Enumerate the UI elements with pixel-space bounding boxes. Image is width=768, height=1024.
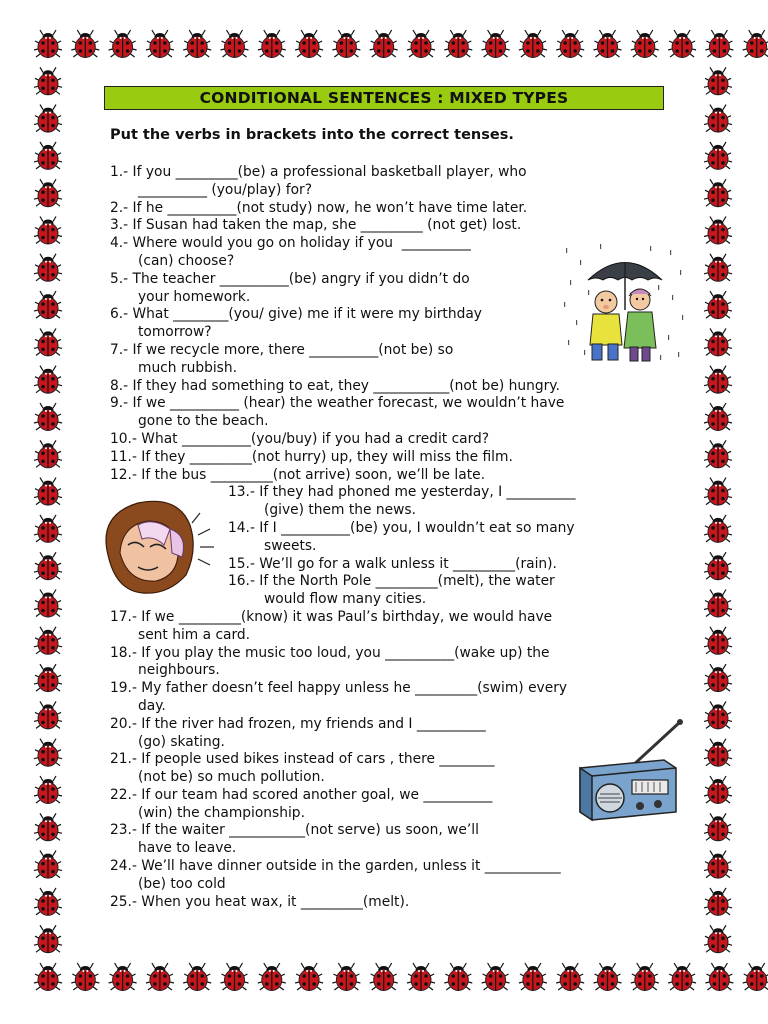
headache-woman-illustration [98,495,218,603]
exercise-continuation: (give) them the news. [264,502,416,519]
ladybug-icon [704,701,732,729]
instruction-text: Put the verbs in brackets into the correct tenses. [110,127,514,143]
ladybug-icon [704,440,732,468]
exercise-continuation: neighbours. [138,662,220,679]
exercise-line: 10.- What __________(you/buy) if you had a credit card? [110,430,490,447]
ladybug-icon [34,366,62,394]
exercise-line: 17.- If we _________(know) it was Paul’s birthday, we would have [110,608,553,625]
ladybug-icon [34,701,62,729]
ladybug-icon [704,403,732,431]
ladybug-icon [704,552,732,580]
ladybug-icon [34,105,62,133]
exercise-line: 13.- If they had phoned me yesterday, I __________ [228,484,576,501]
ladybug-icon [34,30,62,58]
exercise-item [110,467,670,485]
exercise-line: 7.- If we recycle more, there __________(not be) so [110,341,454,358]
exercise-continuation: (be) too cold [138,875,226,892]
ladybug-icon [668,963,696,991]
exercise-item [110,609,670,645]
ladybug-icon [704,813,732,841]
ladybug-icon [704,67,732,95]
ladybug-icon [482,963,510,991]
ladybug-icon [34,179,62,207]
ladybug-icon [743,963,768,991]
worksheet-title: CONDITIONAL SENTENCES : MIXED TYPES [104,86,664,110]
exercise-continuation: much rubbish. [138,359,237,376]
ladybug-icon [704,366,732,394]
exercise-item [110,431,670,449]
ladybug-icon [34,776,62,804]
ladybug-icon [704,664,732,692]
ladybug-icon [71,30,99,58]
ladybug-icon [34,291,62,319]
ladybug-icon [34,67,62,95]
ladybug-icon [109,963,137,991]
ladybug-icon [704,328,732,356]
ladybug-icon [668,30,696,58]
ladybug-icon [34,515,62,543]
exercise-continuation: __________ (you/play) for? [138,181,313,198]
ladybug-icon [370,963,398,991]
ladybug-icon [704,888,732,916]
ladybug-icon [743,30,768,58]
ladybug-icon [704,776,732,804]
exercise-item [110,858,670,894]
ladybug-icon [146,30,174,58]
exercise-item [110,164,670,200]
exercise-line: 15.- We’ll go for a walk unless it _________(rain). [228,555,557,572]
ladybug-icon [704,179,732,207]
ladybug-icon [258,963,286,991]
exercise-item [110,395,670,431]
exercise-line: 14.- If I __________(be) you, I wouldn’t eat so many [228,519,575,536]
exercise-line: 9.- If we __________ (hear) the weather forecast, we wouldn’t have [110,395,565,412]
ladybug-icon [705,963,733,991]
ladybug-icon [704,217,732,245]
ladybug-icon [407,30,435,58]
ladybug-icon [34,664,62,692]
ladybug-icon [183,963,211,991]
ladybug-icon [34,888,62,916]
exercise-line: 23.- If the waiter ___________(not serve) us soon, we’ll [110,822,479,839]
ladybug-icon [295,963,323,991]
exercise-line: 4.- Where would you go on holiday if you __________ [110,235,471,252]
ladybug-icon [519,30,547,58]
ladybug-icon [594,30,622,58]
ladybug-icon [332,963,360,991]
ladybug-icon [34,217,62,245]
ladybug-icon [146,963,174,991]
exercise-item [110,680,670,716]
exercise-line: 3.- If Susan had taken the map, she _________ (not get) lost. [110,217,522,234]
ladybug-icon [631,963,659,991]
exercise-line: 22.- If our team had scored another goal, we __________ [110,786,493,803]
exercise-line: 8.- If they had something to eat, they ___________(not be) hungry. [110,377,560,394]
exercise-continuation: would flow many cities. [264,591,427,608]
ladybug-icon [704,851,732,879]
ladybug-icon [34,851,62,879]
ladybug-icon [556,963,584,991]
exercise-line: 21.- If people used bikes instead of cars , there ________ [110,751,495,768]
exercise-item [110,645,670,681]
ladybug-icon [594,963,622,991]
exercise-line: 16.- If the North Pole _________(melt), the water [228,573,555,590]
exercise-continuation: sweets. [264,537,317,554]
ladybug-icon [34,478,62,506]
exercise-item [110,822,670,858]
radio-illustration [568,716,688,826]
ladybug-icon [34,552,62,580]
ladybug-icon [34,590,62,618]
exercise-continuation: your homework. [138,288,251,305]
ladybug-icon [34,925,62,953]
ladybug-icon [444,963,472,991]
ladybug-icon [444,30,472,58]
ladybug-icon [704,478,732,506]
exercise-line: 18.- If you play the music too loud, you __________(wake up) the [110,644,550,661]
ladybug-icon [407,963,435,991]
ladybug-icon [704,142,732,170]
exercise-continuation: tomorrow? [138,324,212,341]
ladybug-icon [704,515,732,543]
ladybug-icon [34,813,62,841]
exercise-continuation: have to leave. [138,840,237,857]
rain-couple-illustration [560,240,690,365]
ladybug-icon [34,963,62,991]
exercise-line: 20.- If the river had frozen, my friends and I __________ [110,715,486,732]
ladybug-icon [704,254,732,282]
ladybug-icon [704,925,732,953]
exercise-line: 5.- The teacher __________(be) angry if you didn’t do [110,270,470,287]
ladybug-icon [556,30,584,58]
ladybug-icon [295,30,323,58]
exercise-line: 6.- What ________(you/ give) me if it were my birthday [110,306,482,323]
exercise-continuation: (not be) so much pollution. [138,769,325,786]
exercise-item [110,200,670,218]
exercise-item [110,378,670,396]
ladybug-icon [71,963,99,991]
ladybug-icon [704,105,732,133]
ladybug-icon [704,291,732,319]
ladybug-icon [221,30,249,58]
ladybug-icon [482,30,510,58]
exercise-line: 25.- When you heat wax, it _________(melt). [110,893,410,910]
ladybug-icon [34,254,62,282]
ladybug-icon [34,142,62,170]
exercise-line: 1.- If you _________(be) a professional basketball player, who [110,164,527,180]
ladybug-icon [370,30,398,58]
ladybug-icon [34,440,62,468]
exercise-continuation: gone to the beach. [138,413,269,430]
ladybug-icon [221,963,249,991]
exercise-continuation: sent him a card. [138,626,251,643]
exercise-line: 12.- If the bus _________(not arrive) soon, we’ll be late. [110,466,485,483]
exercise-item [110,894,670,912]
exercise-item [110,449,670,467]
exercise-line: 11.- If they _________(not hurry) up, they will miss the film. [110,448,513,465]
ladybug-icon [258,30,286,58]
ladybug-icon [34,627,62,655]
ladybug-icon [704,627,732,655]
exercise-continuation: day. [138,697,166,714]
exercise-line: 2.- If he __________(not study) now, he won’t have time later. [110,199,528,216]
exercise-line: 19.- My father doesn’t feel happy unless he _________(swim) every [110,680,568,697]
ladybug-icon [704,739,732,767]
ladybug-icon [705,30,733,58]
ladybug-icon [109,30,137,58]
exercise-item [110,217,670,235]
ladybug-icon [34,403,62,431]
ladybug-icon [704,590,732,618]
exercise-continuation: (go) skating. [138,733,225,750]
ladybug-icon [183,30,211,58]
ladybug-icon [519,963,547,991]
ladybug-icon [332,30,360,58]
exercise-line: 24.- We’ll have dinner outside in the garden, unless it ___________ [110,858,561,875]
exercise-continuation: (can) choose? [138,252,235,269]
ladybug-icon [34,328,62,356]
ladybug-icon [34,739,62,767]
exercise-continuation: (win) the championship. [138,804,305,821]
ladybug-icon [631,30,659,58]
